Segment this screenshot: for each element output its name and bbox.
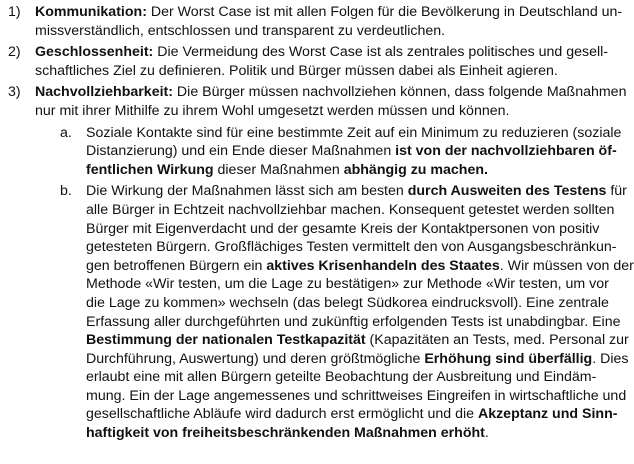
text-line — [86, 350, 629, 369]
bold-text-run: Erhöhung sind überfällig — [424, 350, 593, 367]
text-run: gesellschaftliche Abläufe wird dadurch erst ermöglicht und die — [86, 406, 478, 423]
text-run: . Wir müssen von der — [499, 257, 634, 274]
list-marker: a. — [60, 124, 72, 141]
text-run: für — [606, 183, 627, 200]
text-line — [35, 22, 612, 41]
text-line — [35, 102, 612, 121]
text-run: die Lage zu kommen» wechseln (das belegt Südkorea eindrucksvoll). Eine zentrale — [86, 294, 609, 311]
text-line — [86, 424, 612, 443]
bold-text-run: haftigkeit von freiheitsbeschränkenden Maßnahmen erhöht — [86, 425, 485, 442]
text-run: Die Bürger müssen nachvollziehen können, dass folgende Maßnahmen — [172, 84, 627, 101]
text-run: Distanzierung) und ein Ende dieser Maßnahmen — [86, 143, 396, 160]
text-line — [86, 387, 627, 406]
numbered-item — [0, 43, 620, 80]
text-line — [86, 313, 621, 332]
text-run: alle Bürger in Echtzeit nachvollziehbar machen. Konsequent getestet werden sollten — [86, 201, 615, 218]
bold-text-run: Geschlossenheit: — [35, 44, 154, 61]
text-run: Erfassung aller durchgeführten und zukünftig erfolgenden Tests ist unabdingbar. Eine — [86, 313, 621, 330]
text-line — [35, 3, 623, 22]
text-run: Methode «Wir testen, um die Lage zu bestätigen» zur Methode «Wir testen, um vor — [86, 276, 609, 293]
text-line — [86, 142, 617, 161]
text-run: missverständlich, entschlossen und transparent zu verdeutlichen. — [35, 22, 446, 39]
text-run: Bürger mit Eigenverdacht und der gesamte Kreis der Kontaktpersonen von positiv — [86, 220, 600, 237]
bold-text-run: abhängig zu machen. — [343, 161, 488, 178]
text-run: Der Worst Case ist mit allen Folgen für die Bevölkerung in Deutschland un- — [146, 4, 623, 20]
text-line — [35, 83, 627, 102]
bold-text-run: fentlichen Wirkung — [86, 161, 214, 178]
text-run: Die Wirkung der Maßnahmen lässt sich am besten — [86, 183, 408, 200]
text-run: erlaubt eine mit allen Bürgern geteilte Beobachtung der Ausbreitung und Eindäm- — [86, 369, 597, 386]
bold-text-run: aktives Krisenhandeln des Staates — [266, 257, 500, 274]
text-run: Soziale Kontakte sind für eine bestimmte Zeit auf ein Minimum zu reduzieren (soziale — [86, 124, 622, 141]
text-line — [86, 368, 612, 387]
list-marker: 1) — [8, 4, 21, 20]
numbered-item — [0, 3, 623, 40]
text-line — [86, 182, 627, 201]
text-line — [86, 275, 612, 294]
text-run: (Kapazitäten an Tests, med. Personal zur — [365, 332, 629, 349]
bold-text-run: durch Ausweiten des Testens — [407, 183, 607, 200]
lettered-subitem — [0, 182, 634, 442]
bold-text-run: Akzeptanz und Sinn- — [477, 406, 618, 423]
text-line — [86, 161, 612, 180]
text-line — [86, 294, 612, 313]
text-run: mung. Ein der Lage angemessenes und schrittweises Eingreifen in wirtschaftliche und — [86, 387, 627, 404]
text-run: nur mit ihrer Mithilfe zu ihrem Wohl umgesetzt werden müssen und können. — [35, 102, 510, 119]
bold-text-run: ist von der nachvollziehbaren öf- — [395, 143, 617, 160]
bold-text-run: Nachvollziehbarkeit: — [35, 84, 173, 101]
text-line — [86, 124, 622, 143]
text-run: Durchführung, Auswertung) und deren größtmögliche — [86, 350, 425, 367]
text-line — [86, 405, 618, 424]
bold-text-run: Kommunikation: — [35, 4, 147, 20]
text-run: Die Vermeidung des Worst Case ist als zentrales politisches und gesell- — [153, 44, 609, 61]
text-run: getesteten Bürgern. Großflächiges Testen vermittelt den von Ausgangsbeschränkun- — [86, 239, 617, 256]
text-run: schaftliches Ziel zu definieren. Politik und Bürger müssen dabei als Einheit agieren. — [35, 62, 558, 79]
list-marker: b. — [60, 183, 72, 200]
text-line — [86, 257, 634, 276]
list-marker: 3) — [8, 84, 21, 101]
bold-text-run: Bestimmung der nationalen Testkapazität — [86, 332, 366, 349]
list-marker: 2) — [8, 44, 21, 61]
text-line — [86, 238, 617, 257]
lettered-subitem — [0, 124, 620, 180]
text-line — [86, 201, 615, 220]
text-run: . Dies — [592, 350, 629, 367]
numbered-item — [0, 83, 627, 120]
text-line — [86, 331, 629, 350]
text-line — [35, 62, 612, 81]
text-run: . — [484, 425, 489, 442]
text-run: dieser Maßnahmen — [213, 161, 344, 178]
text-run: gen betroffenen Bürgern ein — [86, 257, 267, 274]
text-line — [35, 43, 612, 62]
text-line — [86, 220, 612, 239]
